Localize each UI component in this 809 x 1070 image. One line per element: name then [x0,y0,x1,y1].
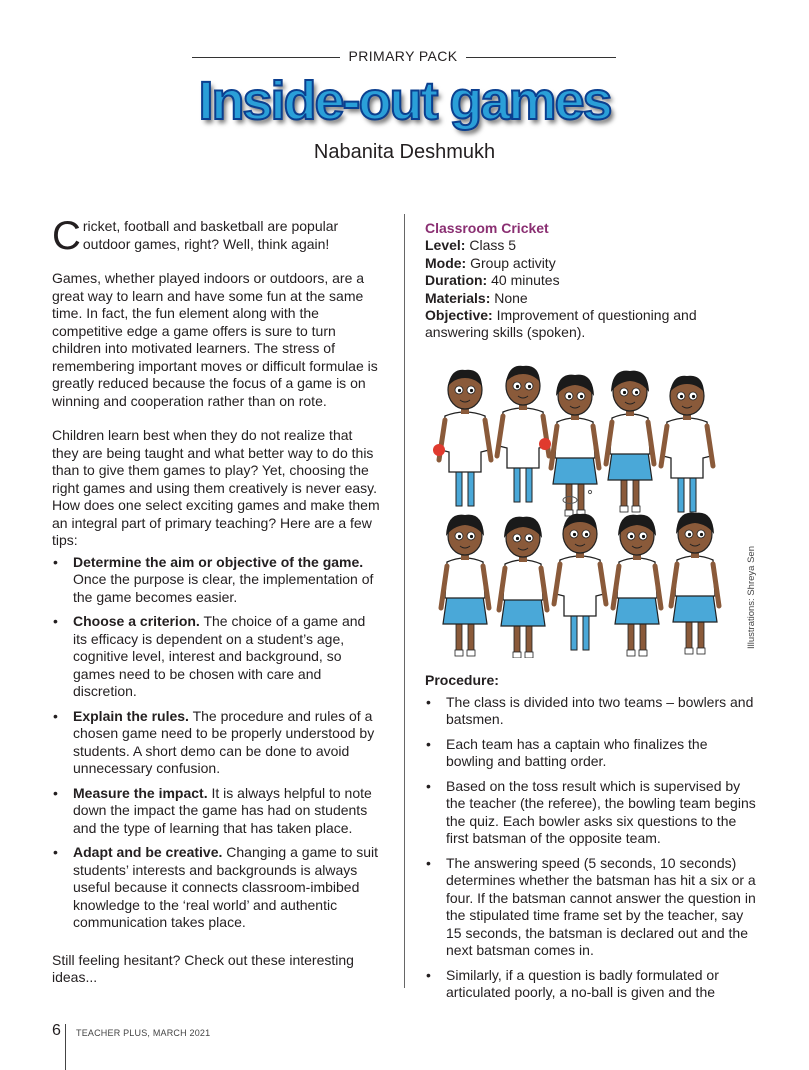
game-objective [425,307,760,342]
tip-text: Changing a game to suit students’ interests and backgrounds is always useful because it connects classroom-imbibed knowledge to the ‘real world’ and authentic communication takes place. [73,844,379,930]
student-figure [661,376,713,512]
tip-heading: Choose a criterion. [73,613,200,629]
procedure-step: • Based on the toss result which is supervised by the teacher (the referee), the bowling team begins the quiz. Each bowler asks six questions to the first batsman of the opposite team. [425,778,757,848]
tip-heading: Measure the impact. [73,784,208,801]
tip-text: It is always helpful to note down the impact the game has had on students and the type of learning that has taken place. [73,784,372,836]
tip-heading: Explain the rules. [73,707,189,724]
mode-label: Mode: [425,254,467,271]
tip-text: Once the purpose is clear, the implementation of the game becomes easier. [73,571,374,605]
closing-paragraph: Still feeling hesitant? Check out these interesting ideas... [52,951,354,985]
students-illustration [425,358,745,658]
article-title: Inside-out games [198,71,611,131]
game-materials [425,290,760,307]
page-header [0,44,809,72]
student-figure [606,371,654,512]
student-figure [551,375,599,516]
tip-item [52,844,382,932]
tip-item [52,785,382,838]
game-title: Classroom Cricket [425,220,549,236]
level-label: Level: [425,237,466,254]
mode-value: Group activity [466,254,556,271]
left-column [52,214,382,1004]
tips-list [52,554,382,932]
student-figure [433,370,491,506]
series-label: PRIMARY PACK [348,48,458,64]
drop-cap: C [52,214,81,258]
materials-value: None [490,289,528,306]
procedure-step: • The class is divided into two teams – bowlers and batsmen. [425,694,757,729]
footer-bar [65,1024,66,1070]
tip-text: The choice of a game and its efficacy is dependent on a student’s age, cognitive level, interest and background, so games need to be chosen with care and discretion. [73,613,366,699]
level-value: Class 5 [465,237,517,254]
page-number: 6 [52,1022,61,1039]
tip-item [52,708,382,778]
intro-paragraph [52,214,382,258]
procedure-step: • The answering speed (5 seconds, 10 seconds) determines whether the batsman has hit a six or a four. If the batsman cannot answer the question in the stipulated time frame set by the teacher, say 15 seconds, the batsman is declared out and the next batsman comes in. [425,855,757,960]
objective-label: Objective: [425,307,493,324]
game-mode [425,255,760,272]
materials-label: Materials: [425,289,491,306]
duration-label: Duration: [425,272,488,289]
objective-value: Improvement of questioning and answering skills (spoken). [425,307,697,341]
procedure-section [425,672,757,1009]
header-rule-left [192,57,340,58]
tip-heading: Adapt and be creative. [73,844,223,860]
student-figure [554,514,606,650]
intro-text: ricket, football and basketball are popular outdoor games, right? Well, think again! [82,218,339,252]
procedure-heading: Procedure: [425,672,499,688]
tip-item [52,613,382,701]
page-footer [52,1022,352,1042]
duration-value: 40 minutes [487,272,560,289]
game-level [425,237,760,254]
student-figure [441,515,489,656]
magazine-issue: TEACHER PLUS, MARCH 2021 [76,1028,211,1038]
credit-text: Illustrations: Shreya Sen [745,546,757,649]
body-paragraph-3: Children learn best when they do not realize that they are being taught and what better way to do this than to give them games to play? Yet, choosing the right games and using them creatively is never easy. How does one select exciting games and make them an integral part of primary teaching? Here are a few tips: [52,427,380,548]
student-figure [671,513,719,654]
tip-item [52,554,382,607]
header-rule-right [466,57,616,58]
student-figure [613,515,661,656]
author-name: Nabanita Deshmukh [313,141,496,163]
column-divider [404,214,405,988]
tip-text: The procedure and rules of a chosen game need to be properly understood by students. A short demo can be done to avoid unnecessary confusion. [73,707,375,776]
student-figure [499,517,547,658]
tip-heading: Determine the aim or objective of the game. [73,553,364,570]
procedure-step: • Each team has a captain who finalizes the bowling and batting order. [425,736,757,771]
game-info [425,220,760,342]
game-duration [425,272,760,289]
illustration-credit [745,540,768,660]
procedure-step: • Similarly, if a question is badly formulated or articulated poorly, a no-ball is given and the [425,967,757,1002]
student-figure [497,366,551,502]
procedure-steps [425,694,757,1002]
body-paragraph-2: Games, whether played indoors or outdoors, are a great way to learn and have some fun at the same time. In fact, the fun element along with the competitive edge a game offers is sure to turn children into motivated learners. The stress of remembering important moves or difficult formulae is greatly reduced because the focus of a game is on winning and cooperation rather than on rote. [52,270,378,409]
